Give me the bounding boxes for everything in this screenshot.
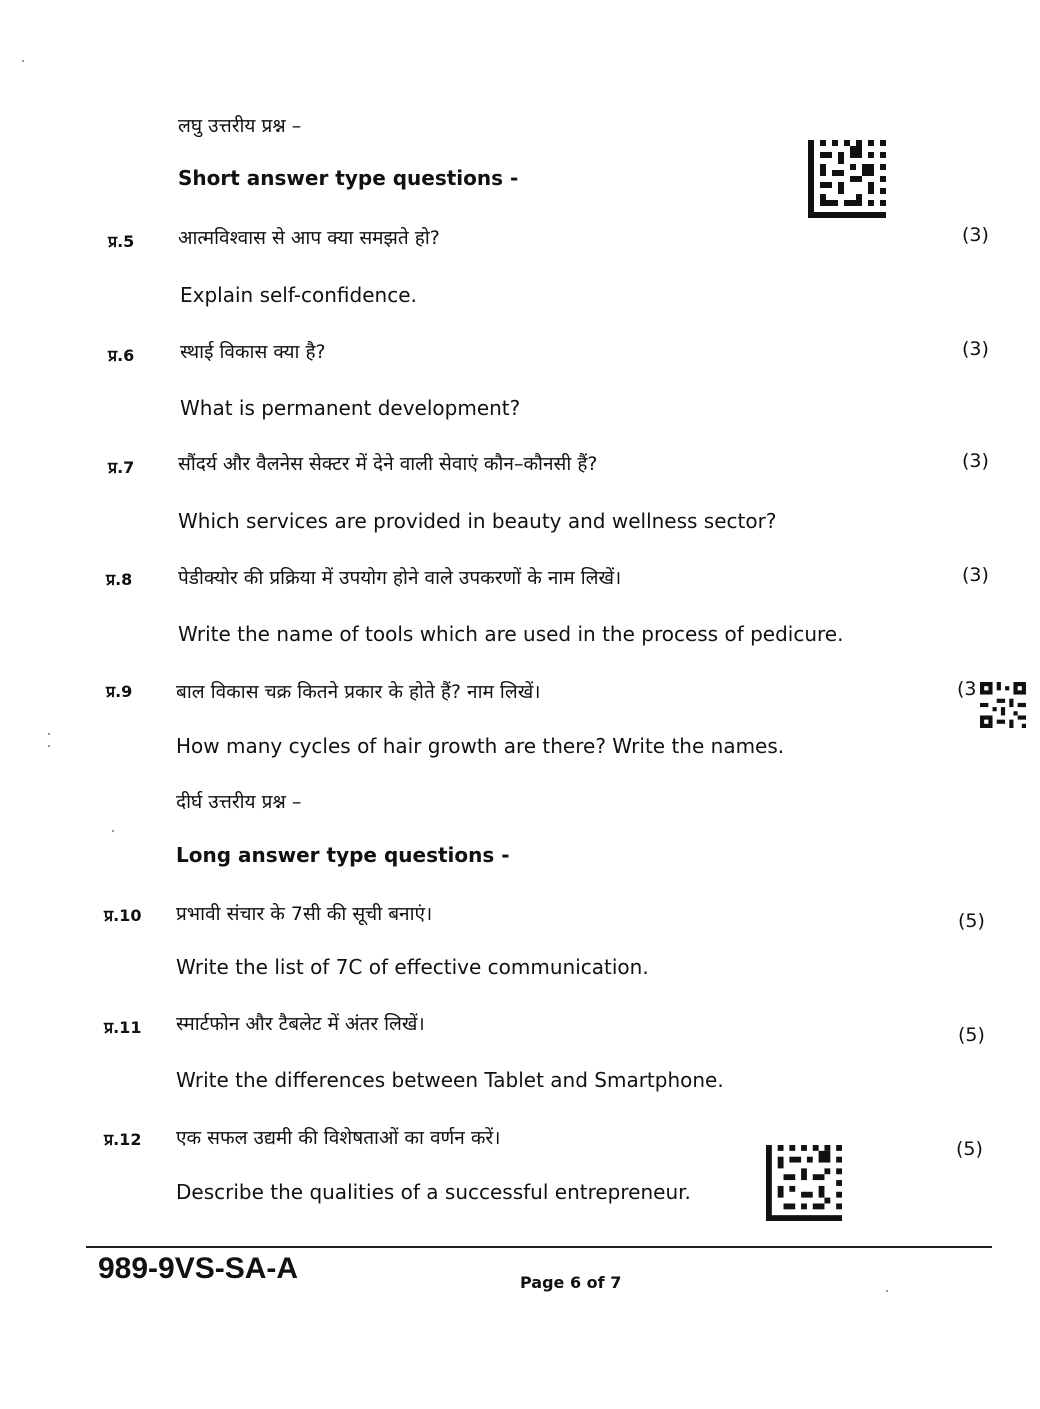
question-text-hindi: स्थाई विकास क्या है? (180, 341, 326, 363)
question-marks: (3) (962, 224, 989, 246)
qr-code-icon (980, 682, 1026, 728)
long-section-heading-hindi: दीर्घ उत्तरीय प्रश्न – (176, 791, 302, 813)
scan-speck (48, 745, 50, 747)
scan-speck (886, 1290, 888, 1292)
question-number: प्र.12 (104, 1130, 142, 1149)
question-text-english: Explain self-confidence. (180, 283, 417, 307)
question-number: प्र.7 (108, 458, 135, 477)
question-number: प्र.6 (108, 346, 135, 365)
question-text-english: Write the list of 7C of effective communication. (176, 955, 649, 979)
question-number: प्र.10 (104, 906, 142, 925)
question-marks: (5) (956, 1138, 983, 1160)
short-section-heading-hindi: लघु उत्तरीय प्रश्न – (178, 115, 302, 137)
question-number: प्र.5 (108, 232, 135, 251)
question-number: प्र.8 (106, 570, 133, 589)
question-text-english: Write the differences between Tablet and Smartphone. (176, 1068, 724, 1092)
question-marks: (5) (958, 1024, 985, 1046)
question-text-english: What is permanent development? (180, 396, 521, 420)
qr-code-icon (766, 1144, 842, 1222)
question-text-hindi: आत्मविश्वास से आप क्या समझते हो? (178, 227, 440, 249)
question-marks: (3 (957, 678, 977, 700)
question-marks: (3) (962, 338, 989, 360)
question-text-hindi: एक सफल उद्यमी की विशेषताओं का वर्णन करें। (176, 1127, 501, 1149)
question-number: प्र.11 (104, 1018, 142, 1037)
footer-divider (86, 1246, 992, 1248)
scan-speck (112, 830, 114, 832)
question-text-english: How many cycles of hair growth are there? Write the names. (176, 734, 785, 758)
question-text-hindi: बाल विकास चक्र कितने प्रकार के होते हैं? नाम लिखें। (176, 681, 541, 703)
question-text-english: Write the name of tools which are used in the process of pedicure. (178, 622, 844, 646)
question-text-hindi: प्रभावी संचार के 7सी की सूची बनाएं। (176, 903, 433, 925)
question-text-hindi: सौंदर्य और वैलनेस सेक्टर में देने वाली सेवाएं कौन–कौनसी हैं? (178, 453, 598, 475)
question-number: प्र.9 (106, 682, 133, 701)
question-marks: (3) (962, 564, 989, 586)
scan-speck (22, 60, 24, 62)
question-text-english: Which services are provided in beauty and wellness sector? (178, 509, 777, 533)
question-marks: (3) (962, 450, 989, 472)
question-text-hindi: स्मार्टफोन और टैबलेट में अंतर लिखें। (176, 1013, 425, 1035)
question-marks: (5) (958, 910, 985, 932)
short-section-heading-english: Short answer type questions - (178, 166, 519, 190)
paper-code: 989-9VS-SA-A (98, 1252, 299, 1285)
scan-speck (48, 733, 50, 735)
page-number: Page 6 of 7 (520, 1273, 622, 1292)
question-text-hindi: पेडीक्योर की प्रक्रिया में उपयोग होने वाले उपकरणों के नाम लिखें। (178, 567, 622, 589)
long-section-heading-english: Long answer type questions - (176, 843, 510, 867)
question-text-english: Describe the qualities of a successful entrepreneur. (176, 1180, 691, 1204)
qr-code-icon (808, 140, 886, 218)
